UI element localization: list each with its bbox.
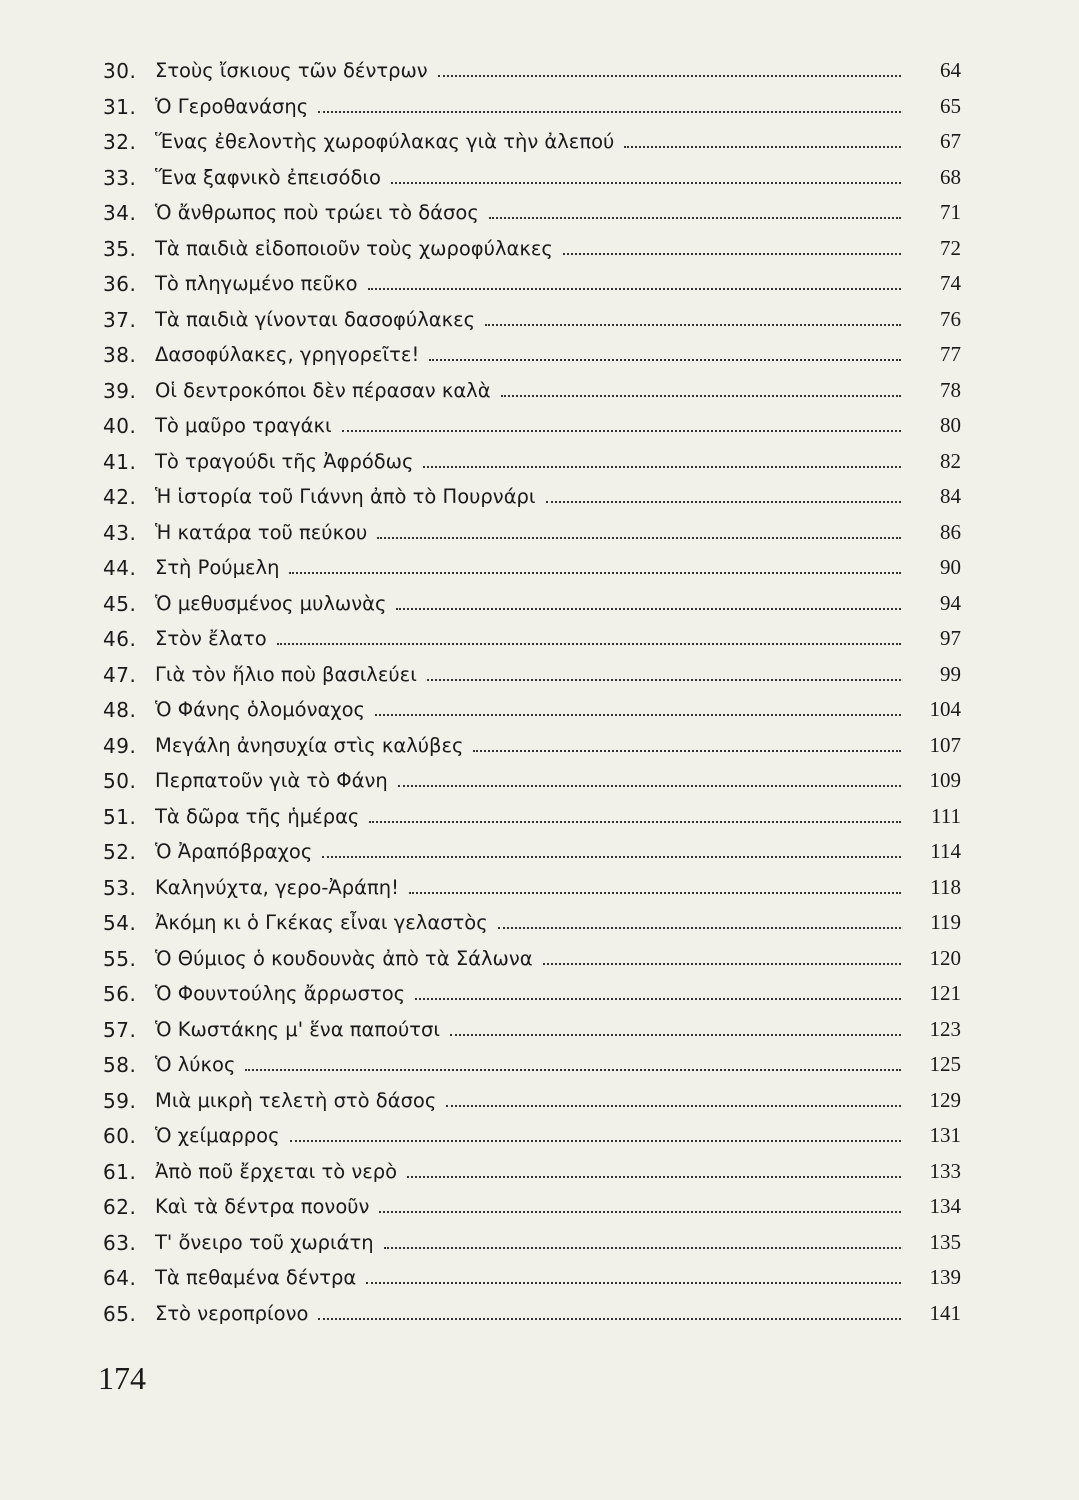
toc-entry	[0, 448, 1079, 484]
toc-entry-line	[155, 734, 901, 757]
toc-entry	[0, 270, 1079, 306]
dot-leader	[342, 426, 901, 432]
toc-entry-line	[155, 272, 901, 295]
toc-entry	[0, 767, 1079, 803]
toc-entry	[0, 1229, 1079, 1265]
toc-entry-page: 123	[929, 1016, 961, 1041]
toc-entry-line	[155, 1053, 901, 1076]
toc-entry-title: Ὁ ἄνθρωπος ποὺ τρώει τὸ δάσος	[155, 201, 479, 224]
toc-entry-title: Ἡ ἱστορία τοῦ Γιάννη ἀπὸ τὸ Πουρνάρι	[155, 485, 536, 508]
toc-entry	[0, 696, 1079, 732]
toc-entry-line	[155, 379, 901, 402]
toc-entry-page: 120	[929, 945, 961, 970]
toc-entry-number: 60.	[103, 1124, 137, 1148]
dot-leader	[423, 462, 901, 468]
toc-entry-line	[155, 592, 901, 615]
toc-entry-page: 71	[940, 200, 961, 224]
toc-entry-title: Τὸ τραγούδι τῆς Ἀφρόδως	[155, 449, 414, 473]
toc-entry-page: 86	[940, 519, 961, 544]
toc-entry-page: 129	[929, 1087, 961, 1112]
table-of-contents	[0, 57, 1079, 1335]
toc-entry	[0, 980, 1079, 1016]
toc-entry-number: 50.	[103, 769, 137, 793]
toc-entry-title: Ἕνα ξαφνικὸ ἐπεισόδιο	[155, 165, 381, 189]
toc-entry-number: 44.	[103, 556, 137, 580]
toc-entry-line	[155, 698, 901, 721]
toc-entry-line	[155, 95, 901, 118]
toc-entry-title: Ὁ Θύμιος ὁ κουδουνὰς ἀπὸ τὰ Σάλωνα	[155, 946, 533, 970]
toc-entry-number: 49.	[103, 733, 137, 758]
dot-leader	[446, 1101, 901, 1107]
toc-entry-title: Ὁ λύκος	[155, 1053, 236, 1076]
toc-entry-page: 104	[929, 697, 961, 721]
dot-leader	[498, 923, 901, 929]
toc-entry-number: 40.	[103, 414, 137, 438]
toc-entry-title: Ὁ Κωστάκης μ' ἕνα παπούτσι	[155, 1017, 440, 1041]
dot-leader	[624, 142, 901, 148]
toc-entry-title: Στὸ νεροπρίονο	[155, 1301, 309, 1325]
toc-entry-page: 125	[929, 1052, 961, 1076]
toc-entry-line	[155, 521, 901, 544]
toc-entry-page: 67	[940, 129, 961, 153]
toc-entry-page: 114	[930, 839, 961, 863]
dot-leader	[415, 994, 901, 1000]
toc-entry-title: Μιὰ μικρὴ τελετὴ στὸ δάσος	[155, 1088, 437, 1112]
toc-entry-line	[155, 485, 901, 508]
toc-entry-number: 39.	[103, 378, 137, 403]
toc-entry-number: 59.	[103, 1088, 137, 1113]
toc-entry-title: Ὁ Φάνης ὁλομόναχος	[155, 698, 365, 721]
toc-entry	[0, 838, 1079, 874]
toc-entry-page: 121	[929, 981, 961, 1005]
toc-entry-title: Ἀκόμη κι ὁ Γκέκας εἶναι γελαστὸς	[155, 911, 488, 934]
toc-entry-line	[155, 308, 901, 331]
toc-entry-line	[155, 1266, 901, 1289]
dot-leader	[322, 852, 901, 858]
toc-entry-title: Ὁ Φουντούλης ἄρρωστος	[155, 982, 406, 1005]
toc-entry	[0, 874, 1079, 910]
toc-entry	[0, 1300, 1079, 1336]
toc-entry-page: 133	[929, 1158, 961, 1183]
toc-entry-title: Οἱ δεντροκόποι δὲν πέρασαν καλὰ	[155, 378, 491, 402]
toc-entry-number: 36.	[103, 272, 137, 296]
toc-entry-number: 37.	[103, 307, 137, 332]
toc-entry-title: Τὰ δῶρα τῆς ἡμέρας	[155, 804, 360, 828]
toc-entry-line	[155, 769, 901, 792]
toc-entry	[0, 199, 1079, 235]
toc-entry-page: 107	[929, 732, 961, 757]
dot-leader	[377, 533, 901, 539]
toc-entry	[0, 945, 1079, 981]
toc-entry-page: 82	[940, 448, 961, 473]
toc-entry-title: Τὰ παιδιὰ εἰδοποιοῦν τοὺς χωροφύλακες	[155, 236, 553, 260]
dot-leader	[563, 249, 901, 255]
toc-entry-title: Ἕνας ἐθελοντὴς χωροφύλακας γιὰ τὴν ἀλεπού	[155, 130, 615, 153]
toc-entry-page: 134	[929, 1194, 961, 1218]
dot-leader	[368, 284, 901, 290]
toc-entry	[0, 590, 1079, 626]
toc-entry-title: Τὰ πεθαμένα δέντρα	[155, 1266, 357, 1289]
toc-entry-page: 76	[940, 306, 961, 331]
toc-entry-number: 51.	[103, 804, 137, 829]
toc-entry-page: 139	[929, 1265, 961, 1289]
toc-entry	[0, 483, 1079, 519]
toc-entry-page: 65	[940, 93, 961, 118]
toc-entry-number: 57.	[103, 1017, 137, 1042]
toc-entry-number: 48.	[103, 698, 137, 722]
dot-leader	[318, 1314, 901, 1320]
toc-entry-line	[155, 450, 901, 473]
toc-entry-page: 77	[940, 342, 961, 366]
dot-leader	[427, 675, 901, 681]
toc-entry-line	[155, 982, 901, 1005]
toc-entry-number: 52.	[103, 840, 137, 864]
dot-leader	[379, 1207, 901, 1213]
dot-leader	[369, 817, 901, 823]
toc-entry-title: Ὁ Ἀραπόβραχος	[155, 840, 313, 863]
toc-entry-line	[155, 663, 901, 686]
toc-entry-line	[155, 59, 901, 82]
toc-entry-title: Στὸν ἔλατο	[155, 627, 267, 650]
page-number: 174	[98, 1360, 146, 1396]
dot-leader	[245, 1065, 901, 1071]
dot-leader	[489, 213, 901, 219]
toc-entry	[0, 164, 1079, 200]
toc-entry-number: 32.	[103, 130, 137, 154]
toc-entry-line	[155, 556, 901, 579]
toc-entry	[0, 732, 1079, 768]
toc-entry	[0, 661, 1079, 697]
toc-entry-page: 84	[940, 484, 961, 508]
toc-entry-page: 99	[940, 661, 961, 686]
dot-leader	[501, 391, 901, 397]
toc-entry	[0, 909, 1079, 945]
toc-entry-title: Ὁ χείμαρρος	[155, 1124, 280, 1147]
toc-entry	[0, 306, 1079, 342]
toc-entry	[0, 1016, 1079, 1052]
toc-entry-line	[155, 237, 901, 260]
dot-leader	[438, 71, 901, 77]
toc-entry-page: 131	[929, 1123, 961, 1147]
dot-leader	[289, 568, 901, 574]
toc-entry-line	[155, 1018, 901, 1041]
toc-entry-title: Καληνύχτα, γερο-Ἀράπη!	[155, 875, 399, 899]
dot-leader	[429, 355, 901, 361]
dot-leader	[546, 497, 901, 503]
dot-leader	[543, 959, 901, 965]
dot-leader	[384, 1243, 901, 1249]
toc-entry-page: 80	[940, 413, 961, 437]
toc-entry-number: 62.	[103, 1195, 137, 1219]
toc-entry-line	[155, 1231, 901, 1254]
dot-leader	[407, 1172, 901, 1178]
toc-entry-page: 135	[929, 1229, 961, 1254]
toc-entry-number: 56.	[103, 982, 137, 1006]
toc-entry-page: 68	[940, 164, 961, 189]
toc-entry-number: 43.	[103, 520, 137, 545]
dot-leader	[375, 710, 901, 716]
toc-entry	[0, 1158, 1079, 1194]
toc-entry-line	[155, 876, 901, 899]
toc-entry-page: 94	[940, 590, 961, 615]
toc-entry-page: 141	[929, 1300, 961, 1325]
dot-leader	[485, 320, 901, 326]
toc-entry-title: Τὰ παιδιὰ γίνονται δασοφύλακες	[155, 307, 476, 331]
toc-entry-number: 61.	[103, 1159, 137, 1184]
toc-entry-number: 45.	[103, 591, 137, 616]
toc-entry-title: Γιὰ τὸν ἥλιο ποὺ βασιλεύει	[155, 662, 417, 686]
toc-entry-line	[155, 805, 901, 828]
toc-entry-line	[155, 947, 901, 970]
toc-entry-line	[155, 343, 901, 366]
toc-entry-title: Στὴ Ρούμελη	[155, 556, 280, 579]
toc-entry-line	[155, 1195, 901, 1218]
toc-entry-page: 97	[940, 626, 961, 650]
dot-leader	[391, 178, 901, 184]
toc-entry-page: 74	[940, 271, 961, 295]
toc-entry-number: 65.	[103, 1301, 137, 1326]
toc-entry-line	[155, 414, 901, 437]
toc-entry-number: 47.	[103, 662, 137, 687]
toc-entry-line	[155, 1302, 901, 1325]
dot-leader	[366, 1278, 901, 1284]
toc-entry-title: Ὁ μεθυσμένος μυλωνὰς	[155, 591, 387, 615]
toc-entry-page: 109	[929, 768, 961, 792]
toc-entry-line	[155, 840, 901, 863]
dot-leader	[473, 746, 901, 752]
toc-entry-line	[155, 166, 901, 189]
toc-entry-page: 72	[940, 235, 961, 260]
dot-leader	[409, 888, 901, 894]
toc-entry	[0, 1122, 1079, 1158]
dot-leader	[318, 107, 901, 113]
dot-leader	[450, 1030, 901, 1036]
toc-entry	[0, 377, 1079, 413]
dot-leader	[398, 781, 901, 787]
toc-entry	[0, 1193, 1079, 1229]
toc-entry-number: 64.	[103, 1266, 137, 1290]
toc-entry	[0, 1051, 1079, 1087]
dot-leader	[290, 1136, 901, 1142]
toc-entry-number: 35.	[103, 236, 137, 261]
toc-entry-title: Ἡ κατάρα τοῦ πεύκου	[155, 520, 368, 544]
toc-entry-page: 119	[930, 910, 961, 934]
toc-entry-page: 118	[930, 874, 961, 899]
dot-leader	[396, 604, 901, 610]
toc-entry-number: 42.	[103, 485, 137, 509]
toc-entry	[0, 625, 1079, 661]
toc-entry-title: Τὸ μαῦρο τραγάκι	[155, 414, 332, 437]
toc-entry-number: 54.	[103, 911, 137, 935]
toc-entry-title: Τ' ὄνειρο τοῦ χωριάτη	[155, 1230, 374, 1254]
toc-entry-number: 53.	[103, 875, 137, 900]
dot-leader	[277, 639, 901, 645]
toc-entry-page: 90	[940, 555, 961, 579]
toc-entry	[0, 412, 1079, 448]
toc-entry-page: 64	[940, 58, 961, 82]
toc-entry-number: 30.	[103, 59, 137, 83]
toc-entry-line	[155, 201, 901, 224]
toc-entry-page: 78	[940, 377, 961, 402]
toc-entry-number: 58.	[103, 1053, 137, 1077]
toc-entry	[0, 57, 1079, 93]
toc-entry	[0, 128, 1079, 164]
toc-entry-title: Τὸ πληγωμένο πεῦκο	[155, 272, 358, 295]
toc-entry-line	[155, 1160, 901, 1183]
toc-entry-title: Στοὺς ἴσκιους τῶν δέντρων	[155, 59, 428, 82]
toc-entry-line	[155, 130, 901, 153]
toc-entry	[0, 235, 1079, 271]
toc-entry-line	[155, 1124, 901, 1147]
toc-entry-title: Μεγάλη ἀνησυχία στὶς καλύβες	[155, 733, 464, 757]
toc-entry-title: Ὁ Γεροθανάσης	[155, 94, 309, 118]
toc-entry-title: Ἀπὸ ποῦ ἔρχεται τὸ νερὸ	[155, 1159, 398, 1183]
toc-entry-number: 34.	[103, 201, 137, 225]
toc-entry-line	[155, 1089, 901, 1112]
toc-entry	[0, 803, 1079, 839]
toc-entry	[0, 341, 1079, 377]
toc-entry-number: 46.	[103, 627, 137, 651]
toc-entry-line	[155, 911, 901, 934]
toc-entry-number: 63.	[103, 1230, 137, 1255]
toc-entry-line	[155, 627, 901, 650]
toc-entry	[0, 93, 1079, 129]
toc-entry-title: Δασοφύλακες, γρηγορεῖτε!	[155, 343, 420, 366]
toc-entry-number: 33.	[103, 165, 137, 190]
toc-entry-number: 55.	[103, 946, 137, 971]
toc-entry-number: 31.	[103, 94, 137, 119]
toc-entry	[0, 519, 1079, 555]
toc-entry	[0, 1087, 1079, 1123]
toc-entry	[0, 1264, 1079, 1300]
toc-entry-page: 111	[931, 803, 961, 828]
toc-entry	[0, 554, 1079, 590]
toc-entry-number: 41.	[103, 449, 137, 474]
toc-entry-title: Καὶ τὰ δέντρα πονοῦν	[155, 1195, 370, 1218]
toc-entry-title: Περπατοῦν γιὰ τὸ Φάνη	[155, 769, 388, 792]
toc-entry-number: 38.	[103, 343, 137, 367]
